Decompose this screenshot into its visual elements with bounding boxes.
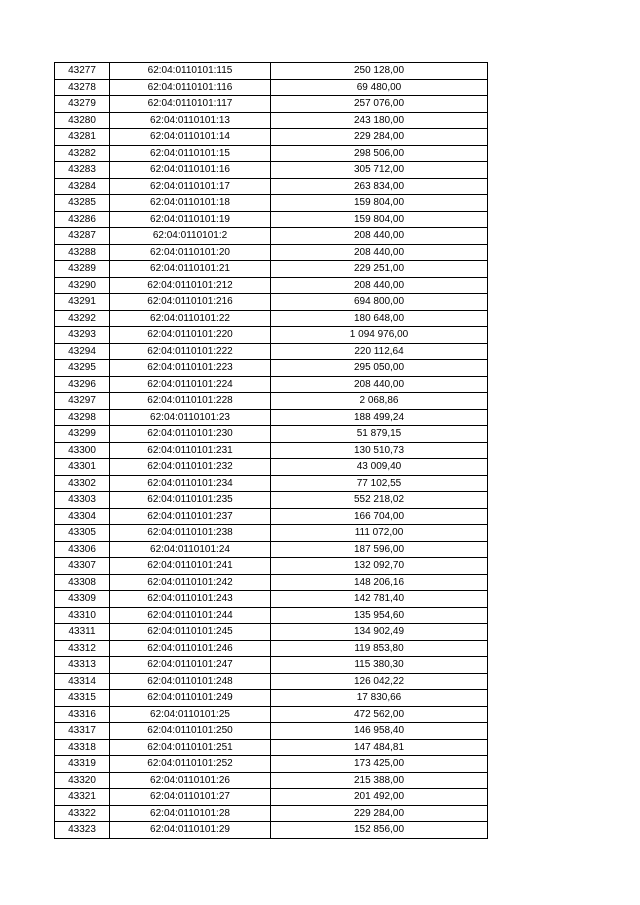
table-row — [55, 805, 488, 822]
table-row — [55, 129, 488, 146]
cadastral-number-cell: 62:04:0110101:25 — [110, 706, 271, 723]
row-number-cell: 43279 — [55, 96, 110, 113]
cadastral-number-cell: 62:04:0110101:247 — [110, 657, 271, 674]
cadastral-number-cell: 62:04:0110101:22 — [110, 310, 271, 327]
cadastral-value-cell: 77 102,55 — [271, 475, 488, 492]
row-number-cell: 43300 — [55, 442, 110, 459]
table-row — [55, 657, 488, 674]
row-number-cell: 43323 — [55, 822, 110, 839]
cadastral-number-cell: 62:04:0110101:243 — [110, 591, 271, 608]
table-row — [55, 112, 488, 129]
row-number-cell: 43290 — [55, 277, 110, 294]
cadastral-value-cell: 159 804,00 — [271, 195, 488, 212]
cadastral-value-cell: 188 499,24 — [271, 409, 488, 426]
table-row — [55, 739, 488, 756]
cadastral-value-cell: 257 076,00 — [271, 96, 488, 113]
table-row — [55, 756, 488, 773]
row-number-cell: 43322 — [55, 805, 110, 822]
cadastral-number-cell: 62:04:0110101:223 — [110, 360, 271, 377]
row-number-cell: 43306 — [55, 541, 110, 558]
row-number-cell: 43313 — [55, 657, 110, 674]
cadastral-value-cell: 147 484,81 — [271, 739, 488, 756]
cadastral-value-cell: 472 562,00 — [271, 706, 488, 723]
cadastral-value-cell: 208 440,00 — [271, 244, 488, 261]
cadastral-number-cell: 62:04:0110101:117 — [110, 96, 271, 113]
row-number-cell: 43317 — [55, 723, 110, 740]
row-number-cell: 43302 — [55, 475, 110, 492]
cadastral-number-cell: 62:04:0110101:23 — [110, 409, 271, 426]
table-row — [55, 343, 488, 360]
cadastral-value-cell: 17 830,66 — [271, 690, 488, 707]
row-number-cell: 43320 — [55, 772, 110, 789]
cadastral-number-cell: 62:04:0110101:220 — [110, 327, 271, 344]
cadastral-value-cell: 51 879,15 — [271, 426, 488, 443]
table-row — [55, 459, 488, 476]
cadastral-value-cell: 142 781,40 — [271, 591, 488, 608]
table-row — [55, 195, 488, 212]
cadastral-value-cell: 243 180,00 — [271, 112, 488, 129]
cadastral-value-cell: 229 284,00 — [271, 129, 488, 146]
table-row — [55, 310, 488, 327]
row-number-cell: 43316 — [55, 706, 110, 723]
row-number-cell: 43298 — [55, 409, 110, 426]
cadastral-number-cell: 62:04:0110101:251 — [110, 739, 271, 756]
cadastral-number-cell: 62:04:0110101:235 — [110, 492, 271, 509]
cadastral-value-table — [54, 62, 488, 839]
table-row — [55, 624, 488, 641]
cadastral-number-cell: 62:04:0110101:14 — [110, 129, 271, 146]
table-row — [55, 789, 488, 806]
cadastral-number-cell: 62:04:0110101:249 — [110, 690, 271, 707]
row-number-cell: 43281 — [55, 129, 110, 146]
cadastral-number-cell: 62:04:0110101:17 — [110, 178, 271, 195]
cadastral-value-cell: 208 440,00 — [271, 228, 488, 245]
cadastral-value-cell: 1 094 976,00 — [271, 327, 488, 344]
cadastral-value-cell: 229 251,00 — [271, 261, 488, 278]
table-row — [55, 162, 488, 179]
cadastral-number-cell: 62:04:0110101:26 — [110, 772, 271, 789]
cadastral-value-cell: 305 712,00 — [271, 162, 488, 179]
cadastral-value-cell: 148 206,16 — [271, 574, 488, 591]
cadastral-value-cell: 173 425,00 — [271, 756, 488, 773]
table-row — [55, 63, 488, 80]
cadastral-value-cell: 130 510,73 — [271, 442, 488, 459]
table-row — [55, 244, 488, 261]
cadastral-number-cell: 62:04:0110101:234 — [110, 475, 271, 492]
row-number-cell: 43318 — [55, 739, 110, 756]
cadastral-value-cell: 159 804,00 — [271, 211, 488, 228]
table-row — [55, 772, 488, 789]
cadastral-value-cell: 694 800,00 — [271, 294, 488, 311]
cadastral-number-cell: 62:04:0110101:244 — [110, 607, 271, 624]
cadastral-value-cell: 208 440,00 — [271, 376, 488, 393]
table-row — [55, 607, 488, 624]
table-row — [55, 277, 488, 294]
row-number-cell: 43303 — [55, 492, 110, 509]
row-number-cell: 43311 — [55, 624, 110, 641]
row-number-cell: 43312 — [55, 640, 110, 657]
table-row — [55, 228, 488, 245]
row-number-cell: 43309 — [55, 591, 110, 608]
cadastral-value-cell: 2 068,86 — [271, 393, 488, 410]
cadastral-number-cell: 62:04:0110101:28 — [110, 805, 271, 822]
row-number-cell: 43294 — [55, 343, 110, 360]
cadastral-number-cell: 62:04:0110101:116 — [110, 79, 271, 96]
row-number-cell: 43289 — [55, 261, 110, 278]
cadastral-value-cell: 43 009,40 — [271, 459, 488, 476]
row-number-cell: 43319 — [55, 756, 110, 773]
cadastral-number-cell: 62:04:0110101:2 — [110, 228, 271, 245]
cadastral-value-cell: 295 050,00 — [271, 360, 488, 377]
table-row — [55, 327, 488, 344]
row-number-cell: 43285 — [55, 195, 110, 212]
row-number-cell: 43308 — [55, 574, 110, 591]
cadastral-value-cell: 134 902,49 — [271, 624, 488, 641]
cadastral-number-cell: 62:04:0110101:24 — [110, 541, 271, 558]
table-row — [55, 442, 488, 459]
cadastral-value-cell: 250 128,00 — [271, 63, 488, 80]
cadastral-number-cell: 62:04:0110101:222 — [110, 343, 271, 360]
table-row — [55, 673, 488, 690]
row-number-cell: 43310 — [55, 607, 110, 624]
row-number-cell: 43280 — [55, 112, 110, 129]
cadastral-number-cell: 62:04:0110101:242 — [110, 574, 271, 591]
row-number-cell: 43278 — [55, 79, 110, 96]
cadastral-number-cell: 62:04:0110101:29 — [110, 822, 271, 839]
table-row — [55, 145, 488, 162]
cadastral-number-cell: 62:04:0110101:246 — [110, 640, 271, 657]
cadastral-number-cell: 62:04:0110101:15 — [110, 145, 271, 162]
table-row — [55, 79, 488, 96]
cadastral-value-cell: 220 112,64 — [271, 343, 488, 360]
row-number-cell: 43288 — [55, 244, 110, 261]
row-number-cell: 43292 — [55, 310, 110, 327]
row-number-cell: 43284 — [55, 178, 110, 195]
table-row — [55, 690, 488, 707]
table-row — [55, 475, 488, 492]
cadastral-value-cell: 119 853,80 — [271, 640, 488, 657]
cadastral-number-cell: 62:04:0110101:248 — [110, 673, 271, 690]
cadastral-number-cell: 62:04:0110101:216 — [110, 294, 271, 311]
table-row — [55, 492, 488, 509]
cadastral-value-cell: 69 480,00 — [271, 79, 488, 96]
cadastral-value-cell: 187 596,00 — [271, 541, 488, 558]
cadastral-value-cell: 152 856,00 — [271, 822, 488, 839]
row-number-cell: 43307 — [55, 558, 110, 575]
table-row — [55, 558, 488, 575]
table-row — [55, 409, 488, 426]
row-number-cell: 43301 — [55, 459, 110, 476]
table-row — [55, 261, 488, 278]
table-row — [55, 294, 488, 311]
row-number-cell: 43299 — [55, 426, 110, 443]
table-row — [55, 706, 488, 723]
table-row — [55, 96, 488, 113]
row-number-cell: 43305 — [55, 525, 110, 542]
row-number-cell: 43296 — [55, 376, 110, 393]
cadastral-value-cell: 126 042,22 — [271, 673, 488, 690]
cadastral-value-cell: 215 388,00 — [271, 772, 488, 789]
table-row — [55, 178, 488, 195]
table-row — [55, 723, 488, 740]
row-number-cell: 43295 — [55, 360, 110, 377]
cadastral-number-cell: 62:04:0110101:231 — [110, 442, 271, 459]
cadastral-number-cell: 62:04:0110101:115 — [110, 63, 271, 80]
cadastral-number-cell: 62:04:0110101:16 — [110, 162, 271, 179]
cadastral-value-cell: 132 092,70 — [271, 558, 488, 575]
cadastral-value-cell: 208 440,00 — [271, 277, 488, 294]
cadastral-value-cell: 201 492,00 — [271, 789, 488, 806]
cadastral-number-cell: 62:04:0110101:230 — [110, 426, 271, 443]
cadastral-value-cell: 146 958,40 — [271, 723, 488, 740]
cadastral-number-cell: 62:04:0110101:252 — [110, 756, 271, 773]
table-row — [55, 393, 488, 410]
cadastral-value-cell: 135 954,60 — [271, 607, 488, 624]
cadastral-number-cell: 62:04:0110101:19 — [110, 211, 271, 228]
table-row — [55, 376, 488, 393]
cadastral-number-cell: 62:04:0110101:245 — [110, 624, 271, 641]
cadastral-value-cell: 111 072,00 — [271, 525, 488, 542]
cadastral-number-cell: 62:04:0110101:232 — [110, 459, 271, 476]
cadastral-number-cell: 62:04:0110101:237 — [110, 508, 271, 525]
cadastral-number-cell: 62:04:0110101:20 — [110, 244, 271, 261]
cadastral-number-cell: 62:04:0110101:21 — [110, 261, 271, 278]
cadastral-number-cell: 62:04:0110101:224 — [110, 376, 271, 393]
row-number-cell: 43287 — [55, 228, 110, 245]
table-row — [55, 541, 488, 558]
cadastral-number-cell: 62:04:0110101:27 — [110, 789, 271, 806]
table-row — [55, 640, 488, 657]
row-number-cell: 43293 — [55, 327, 110, 344]
row-number-cell: 43314 — [55, 673, 110, 690]
cadastral-value-cell: 552 218,02 — [271, 492, 488, 509]
row-number-cell: 43321 — [55, 789, 110, 806]
row-number-cell: 43283 — [55, 162, 110, 179]
row-number-cell: 43315 — [55, 690, 110, 707]
cadastral-value-cell: 166 704,00 — [271, 508, 488, 525]
cadastral-number-cell: 62:04:0110101:13 — [110, 112, 271, 129]
table-row — [55, 360, 488, 377]
table-row — [55, 211, 488, 228]
cadastral-number-cell: 62:04:0110101:238 — [110, 525, 271, 542]
row-number-cell: 43282 — [55, 145, 110, 162]
cadastral-number-cell: 62:04:0110101:18 — [110, 195, 271, 212]
row-number-cell: 43277 — [55, 63, 110, 80]
cadastral-value-cell: 298 506,00 — [271, 145, 488, 162]
cadastral-number-cell: 62:04:0110101:250 — [110, 723, 271, 740]
table-body — [55, 63, 488, 839]
table-row — [55, 426, 488, 443]
cadastral-number-cell: 62:04:0110101:241 — [110, 558, 271, 575]
row-number-cell: 43286 — [55, 211, 110, 228]
cadastral-value-cell: 263 834,00 — [271, 178, 488, 195]
cadastral-number-cell: 62:04:0110101:228 — [110, 393, 271, 410]
cadastral-value-cell: 229 284,00 — [271, 805, 488, 822]
row-number-cell: 43297 — [55, 393, 110, 410]
cadastral-value-cell: 115 380,30 — [271, 657, 488, 674]
table-row — [55, 591, 488, 608]
cadastral-value-cell: 180 648,00 — [271, 310, 488, 327]
row-number-cell: 43304 — [55, 508, 110, 525]
row-number-cell: 43291 — [55, 294, 110, 311]
cadastral-number-cell: 62:04:0110101:212 — [110, 277, 271, 294]
table-row — [55, 822, 488, 839]
table-row — [55, 508, 488, 525]
table-row — [55, 525, 488, 542]
table-row — [55, 574, 488, 591]
